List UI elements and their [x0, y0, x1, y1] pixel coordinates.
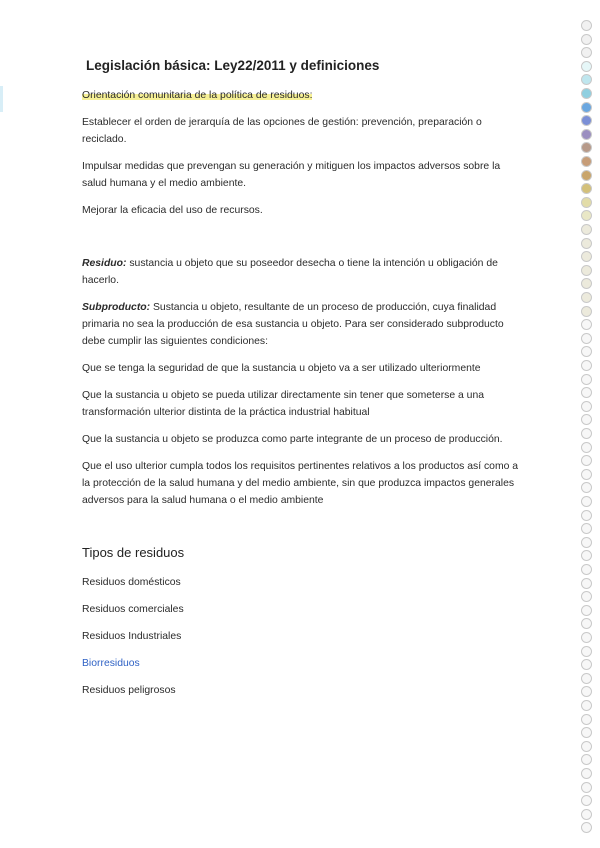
- binder-hole: [581, 170, 592, 181]
- binder-hole: [581, 88, 592, 99]
- binder-hole: [581, 414, 592, 425]
- spacer: [82, 229, 522, 255]
- binder-hole: [581, 319, 592, 330]
- binder-hole: [581, 251, 592, 262]
- definition-residuo: [82, 255, 522, 289]
- binder-hole: [581, 156, 592, 167]
- binder-hole: [581, 442, 592, 453]
- binder-hole: [581, 197, 592, 208]
- binder-hole: [581, 387, 592, 398]
- binder-hole: [581, 428, 592, 439]
- binder-hole: [581, 727, 592, 738]
- binder-hole: [581, 210, 592, 221]
- binder-hole: [581, 278, 592, 289]
- list-item: Residuos domésticos: [82, 577, 181, 588]
- binder-hole: [581, 183, 592, 194]
- binder-hole: [581, 306, 592, 317]
- condition-3: Que la sustancia u objeto se produzca como parte integrante de un proceso de producción.: [82, 434, 503, 445]
- binder-hole: [581, 537, 592, 548]
- definition-text: Sustancia u objeto, resultante de un proceso de producción, cuya finalidad primaria no sea la producción de esa sustancia u objeto. Para ser considerado subproducto debe cumplir las siguientes condiciones:: [82, 302, 504, 347]
- binder-hole: [581, 632, 592, 643]
- condition-4: Que el uso ulterior cumpla todos los requisitos pertinentes relativos a los productos así como a la protección de la salud humana y del medio ambiente, sin que produzca impactos generales adversos para la salud humana o el medio ambiente: [82, 461, 519, 506]
- binder-hole: [581, 47, 592, 58]
- definition-text: sustancia u objeto que su poseedor desecha o tiene la intención u obligación de hacerlo.: [82, 258, 498, 286]
- binder-hole: [581, 142, 592, 153]
- list-item: Biorresiduos: [82, 658, 140, 669]
- binder-hole: [581, 646, 592, 657]
- spacer: [82, 519, 522, 545]
- binder-hole: [581, 605, 592, 616]
- binder-hole: [581, 754, 592, 765]
- list-item: Residuos peligrosos: [82, 685, 176, 696]
- paragraph-orientation: [82, 87, 522, 104]
- list-item: Residuos Industriales: [82, 631, 182, 642]
- binder-hole: [581, 115, 592, 126]
- condition-1: Que se tenga la seguridad de que la sustancia u objeto va a ser utilizado ulteriormente: [82, 363, 481, 374]
- binder-holes: [579, 20, 595, 840]
- binder-hole: [581, 686, 592, 697]
- binder-hole: [581, 469, 592, 480]
- binder-hole: [581, 795, 592, 806]
- binder-hole: [581, 510, 592, 521]
- binder-hole: [581, 591, 592, 602]
- binder-hole: [581, 20, 592, 31]
- list-item: Residuos comerciales: [82, 604, 184, 615]
- binder-hole: [581, 346, 592, 357]
- condition-2: Que la sustancia u objeto se pueda utilizar directamente sin tener que someterse a una transformación ulterior distinta de la práctica industrial habitual: [82, 390, 485, 418]
- binder-hole: [581, 74, 592, 85]
- binder-hole: [581, 741, 592, 752]
- document-title: Legislación básica: Ley22/2011 y definiciones: [86, 58, 380, 73]
- binder-hole: [581, 822, 592, 833]
- binder-hole: [581, 564, 592, 575]
- binder-hole: [581, 809, 592, 820]
- binder-hole: [581, 618, 592, 629]
- binder-hole: [581, 578, 592, 589]
- binder-hole: [581, 129, 592, 140]
- binder-hole: [581, 659, 592, 670]
- binder-hole: [581, 102, 592, 113]
- paragraph-efficiency: Mejorar la eficacia del uso de recursos.: [82, 205, 263, 216]
- binder-hole: [581, 34, 592, 45]
- binder-hole: [581, 292, 592, 303]
- definition-subproducto: [82, 299, 522, 350]
- document-content: [82, 58, 522, 709]
- term-subproducto: Subproducto:: [82, 302, 151, 313]
- binder-hole: [581, 496, 592, 507]
- highlighted-text: Orientación comunitaria de la política de residuos:: [82, 90, 313, 101]
- binder-hole: [581, 482, 592, 493]
- paragraph-measures: Impulsar medidas que prevengan su generación y mitiguen los impactos adversos sobre la salud humana y el medio ambiente.: [82, 161, 501, 189]
- binder-hole: [581, 523, 592, 534]
- binder-hole: [581, 700, 592, 711]
- binder-hole: [581, 374, 592, 385]
- section-title-tipos: Tipos de residuos: [82, 545, 185, 560]
- term-residuo: Residuo:: [82, 258, 127, 269]
- binder-hole: [581, 768, 592, 779]
- margin-mark: [0, 86, 3, 112]
- paragraph-hierarchy: Establecer el orden de jerarquía de las opciones de gestión: prevención, preparación o reciclado.: [82, 117, 482, 145]
- binder-hole: [581, 550, 592, 561]
- binder-hole: [581, 265, 592, 276]
- binder-hole: [581, 673, 592, 684]
- binder-hole: [581, 333, 592, 344]
- binder-hole: [581, 455, 592, 466]
- binder-hole: [581, 61, 592, 72]
- binder-hole: [581, 360, 592, 371]
- binder-hole: [581, 714, 592, 725]
- binder-hole: [581, 401, 592, 412]
- binder-hole: [581, 782, 592, 793]
- binder-hole: [581, 224, 592, 235]
- binder-hole: [581, 238, 592, 249]
